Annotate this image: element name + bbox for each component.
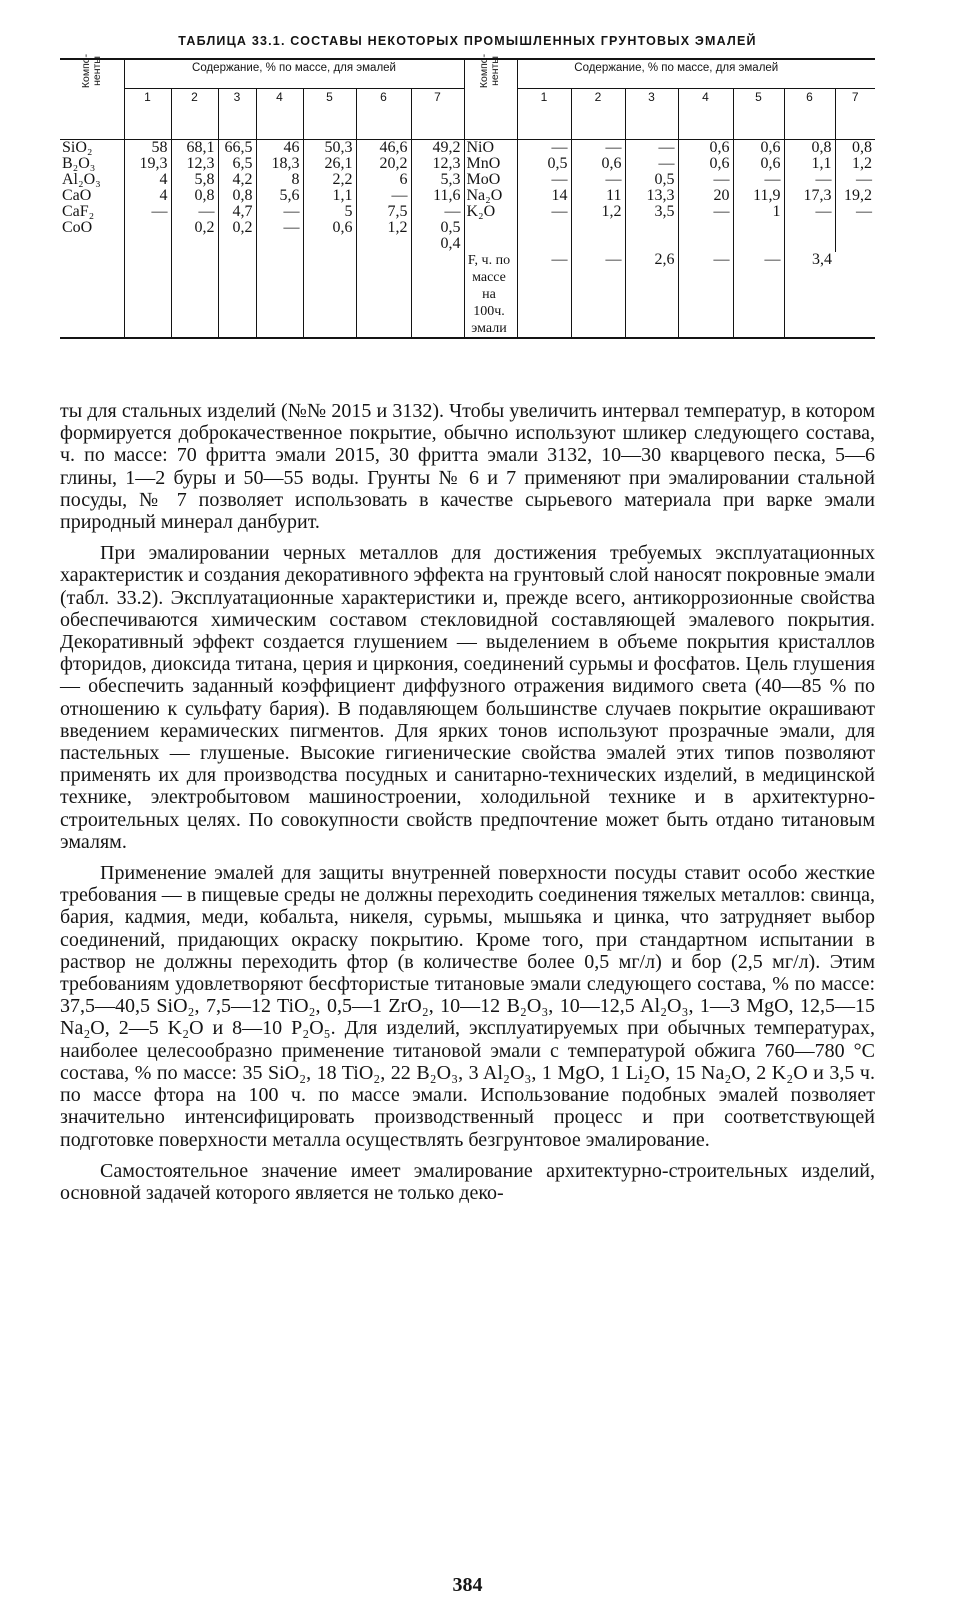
left-value-e1-2: 4 [159,171,168,188]
enamel-number-left-1: 1 [124,89,171,140]
left-value-e5-3: 1,1 [332,187,353,204]
right-value-e3-0: — [658,139,675,156]
left-component-4: CaF₂ [62,203,95,220]
right-value-e6-3: 17,3 [803,187,832,204]
left-value-e5-1: 26,1 [324,155,353,172]
left-value-e4-0: 46 [283,139,300,156]
right-component-0: NiO [466,139,495,156]
left-value-e6-4: 7,5 [387,203,408,220]
right-value-e2-1: 0,6 [601,155,622,172]
left-value-e4-3: 5,6 [279,187,300,204]
right-component-header [464,53,517,140]
left-value-e6-1: 20,2 [379,155,408,172]
right-value-e2-3: 11 [606,187,622,204]
right-value-e4-2: — [713,171,730,188]
left-values-enamel-1 [124,140,171,253]
right-value-e4-1: 0,6 [709,155,730,172]
component-header-label [479,54,501,88]
component-header-line: ненты [489,56,502,86]
left-value-e1-5 [125,220,168,236]
right-component-list [464,140,517,253]
left-value-e3-3: 0,8 [232,187,253,204]
page-number: 384 [452,1574,483,1596]
enamel-number-right-3: 3 [625,89,678,140]
right-value-e6-4: — [815,203,832,220]
table-title: ТАБЛИЦА 33.1. СОСТАВЫ НЕКОТОРЫХ ПРОМЫШЛЕННЫХ ГРУНТОВЫХ ЭМАЛЕЙ [178,34,757,48]
enamel-number-left-4: 4 [256,89,303,140]
left-value-e2-1: 12,3 [186,155,215,172]
left-value-e4-1: 18,3 [271,155,300,172]
right-values-enamel-7 [835,140,875,253]
right-values-enamel-5 [733,140,784,253]
right-value-e3-3: 13,3 [646,187,675,204]
document-page [60,34,875,1596]
enamel-number-left-7: 7 [411,89,464,140]
left-component-2: Al₂O₃ [62,171,101,188]
enamel-number-left-6: 6 [356,89,411,140]
right-value-e7-4: — [856,203,872,220]
fluorine-value-e7: 3,4 [784,252,835,338]
right-value-e2-0: — [605,139,622,156]
enamel-number-right-1: 1 [517,89,571,140]
right-value-e1-3: 14 [551,187,568,204]
left-value-e4-4: — [283,203,300,220]
left-value-e3-4: 4,7 [232,203,253,220]
left-value-e4-2: 8 [291,171,300,188]
left-values-enamel-3 [218,140,256,253]
left-value-e2-4: — [198,203,215,220]
left-value-e3-0: 66,5 [224,139,253,156]
right-value-e4-0: 0,6 [709,139,730,156]
fluorine-value-e3: — [571,252,625,338]
left-value-e5-5: 0,6 [332,219,353,236]
right-content-header: Содержание, % по массе, для эмалей [517,59,835,89]
left-value-e6-3: — [391,187,408,204]
enamel-number-right-2: 2 [571,89,625,140]
right-value-e2-4: 1,2 [601,203,622,220]
left-value-e7-extra: 0,4 [440,235,461,252]
left-value-e6-2: 6 [399,171,408,188]
right-value-e2-2: — [605,171,622,188]
body-text [60,400,875,1204]
enamel-number-right-6: 6 [784,89,835,140]
right-value-e5-4: 1 [772,203,781,220]
component-header-line: Компо- [79,53,92,89]
f-row-spacer-1 [124,252,171,338]
f-row-spacer-2 [171,252,218,338]
left-value-e1-1: 19,3 [139,155,168,172]
paragraph-4: Самостоятельное значение имеет эмалирование архитектурно-строительных изделий, основной задачей которого является не только деко- [60,1159,875,1204]
right-value-e7-0: 0,8 [852,139,872,156]
left-value-e1-3: 4 [159,187,168,204]
left-component-0: SiO₂ [62,139,93,156]
left-value-e4-5: — [283,219,300,236]
enamel-number-right-7: 7 [835,89,875,140]
left-values-enamel-2 [171,140,218,253]
enamel-number-left-2: 2 [171,89,218,140]
left-value-e2-5: 0,2 [194,219,215,236]
left-value-e5-2: 2,2 [332,171,353,188]
left-value-e2-3: 0,8 [194,187,215,204]
right-value-e7-2: — [856,171,872,188]
left-component-5: CoO [62,219,93,236]
left-value-e2-0: 68,1 [186,139,215,156]
right-value-e1-0: — [551,139,568,156]
right-value-e3-2: 0,5 [654,171,675,188]
right-value-e3-4: 3,5 [654,203,675,220]
left-value-e7-1: 12,3 [432,155,461,172]
fluorine-value-e2: — [517,252,571,338]
component-header-line: Компо- [478,53,491,89]
left-value-e3-5: 0,2 [232,219,253,236]
left-value-e7-0: 49,2 [432,139,461,156]
f-row-spacer-0 [60,252,124,338]
right-value-e5-0: 0,6 [760,139,781,156]
right-value-e1-4: — [551,203,568,220]
left-value-e1-4: — [151,203,168,220]
right-value-e7-1: 1,2 [852,155,872,172]
composition-table [60,53,875,339]
right-value-e1-2: — [551,171,568,188]
right-value-e5-3: 11,9 [753,187,781,204]
component-header-label [81,54,103,88]
fluorine-value-e6: — [733,252,784,338]
left-value-e5-4: 5 [344,203,353,220]
paragraph-2: При эмалировании черных металлов для достижения требуемых эксплуатационных характеристик и создания декоративного эффекта на грунтовый слой наносят покровные эмали (табл. 33.2). Эксплуатационные характеристики и, прежде всего, антикоррозионные свойства обеспечиваются химическим составом стекловидной составляющей эмалевого покрытия. Декоративный эффект создается глушением — выделением в объеме покрытия кристаллов фторидов, диоксида титана, церия и циркония, соединений сурьмы и фосфатов. Цель глушения — обеспечить заданный коэффициент диффузного отражения видимого света (40—85 % по отношению к сульфату бария). В подавляющем большинстве случаев покрытие окрашивают введением керамических пигментов. Для ярких тонов используют прозрачные эмали, для пастельных — глушеные. Высокие гигиенические свойства эмалей этих типов позволяют применять их для производства посудных и санитарно-технических изделий, в медицинской технике, электробытовом машиностроении, холодильной технике и в архитектурно-строительных целях. По совокупности свойств предпочтение может быть отдано титановым эмалям. [60,542,875,853]
right-value-e4-4: — [713,203,730,220]
left-values-enamel-7 [411,140,464,253]
left-value-e7-3: 11,6 [433,187,461,204]
left-value-e5-0: 50,3 [324,139,353,156]
left-component-list [60,140,124,253]
right-component-4: K₂O [466,203,496,220]
left-component-3: CaO [62,187,92,204]
left-value-e2-2: 5,8 [194,171,215,188]
left-value-e1-0: 58 [151,139,168,156]
left-value-e6-5: 1,2 [387,219,408,236]
right-value-e5-1: 0,6 [760,155,781,172]
paragraph-3: Применение эмалей для защиты внутренней поверхности посуды ставит особо жесткие требования — в пищевые среды не должны переходить соединения тяжелых металлов: свинца, бария, кадмия, меди, кобальта, никеля, сурьмы, мышьяка и цинка, что затрудняет выбор соединений, придающих окраску покрытию. Кроме того, при стандартном испытании в раствор не должны переходить фтор (в количестве более 0,5 мг/л) и бор (2,5 мг/л). Этим требованиям удовлетворяют бесфтористые титановые эмали следующего состава, % по массе: 37,5—40,5 SiO₂, 7,5—12 TiO₂, 0,5—1 ZrO₂, 10—12 B₂O₃, 10—12,5 Al₂O₃, 1—3 MgO, 12,5—15 Na₂O, 2—5 K₂O и 8—10 P₂O₅. Для изделий, эксплуатируемых при обычных температурах, наиболее целесообразно применение титановой эмали с температурой обжига 760—780 °С состава, % по массе: 35 SiO₂, 18 TiO₂, 22 B₂O₃, 3 Al₂O₃, 1 MgO, 1 Li₂O, 15 Na₂O, 2 K₂O и 3,5 ч. по массе фтора на 100 ч. по массе эмали. Использование подобных эмалей позволяет значительно интенсифицировать производственный процесс и при соответствующей подготовке поверхности металла осуществлять безгрунтовое эмалирование. [60,862,875,1151]
enamel-number-left-5: 5 [303,89,356,140]
fluorine-label-line-0: F, ч. по [467,253,511,268]
right-value-e6-1: 1,1 [811,155,832,172]
right-value-e5-2: — [764,171,781,188]
fluorine-label [464,252,517,338]
left-component-1: B₂O₃ [62,155,96,172]
right-values-enamel-2 [571,140,625,253]
left-value-e7-2: 5,3 [440,171,461,188]
left-value-e7-4: — [444,203,461,220]
enamel-number-right-5: 5 [733,89,784,140]
composition-table-wrapper [60,53,875,363]
f-row-spacer-7 [411,252,464,338]
right-value-e3-1: — [658,155,675,172]
right-component-1: MnO [466,155,501,172]
fluorine-label-line-2: 100ч. эмали [471,304,507,336]
fluorine-value-e5: — [678,252,733,338]
left-values-enamel-6 [356,140,411,253]
fluorine-value-e4: 2,6 [625,252,678,338]
f-row-spacer-6 [356,252,411,338]
paragraph-1: ты для стальных изделий (№№ 2015 и 3132). Чтобы увеличить интервал температур, в котором формируется доброкачественное покрытие, обычно используют шликер следующего состава, ч. по массе: 70 фритта эмали 2015, 30 фритта эмали 3132, 10—30 кварцевого песка, 5—6 глины, 1—2 буры и 50—55 воды. Грунты № 6 и 7 применяют при эмалировании стальной посуды, № 7 позволяет использовать в качестве сырьевого материала при варке эмали природный минерал данбурит. [60,400,875,534]
f-row-spacer-5 [303,252,356,338]
left-value-e6-0: 46,6 [379,139,408,156]
right-values-enamel-1 [517,140,571,253]
right-component-3: Na₂O [466,187,503,204]
left-component-header [60,53,124,140]
right-values-enamel-3 [625,140,678,253]
left-value-e3-2: 4,2 [232,171,253,188]
left-content-header: Содержание, % по массе, для эмалей [124,59,464,89]
right-values-enamel-6 [784,140,835,253]
right-value-e4-3: 20 [713,187,730,204]
right-component-2: MoO [466,171,501,188]
left-values-enamel-5 [303,140,356,253]
left-value-e7-5: 0,5 [440,219,461,236]
left-value-e3-1: 6,5 [232,155,253,172]
enamel-number-left-3: 3 [218,89,256,140]
f-row-spacer-4 [256,252,303,338]
right-value-e6-2: — [815,171,832,188]
right-value-e7-3: 19,2 [844,187,872,204]
f-row-spacer-3 [218,252,256,338]
right-value-e6-0: 0,8 [811,139,832,156]
fluorine-label-line-1: массе на [472,270,506,302]
right-value-e1-1: 0,5 [547,155,568,172]
right-values-enamel-4 [678,140,733,253]
left-values-enamel-4 [256,140,303,253]
component-header-line: ненты [90,56,103,86]
enamel-number-right-4: 4 [678,89,733,140]
